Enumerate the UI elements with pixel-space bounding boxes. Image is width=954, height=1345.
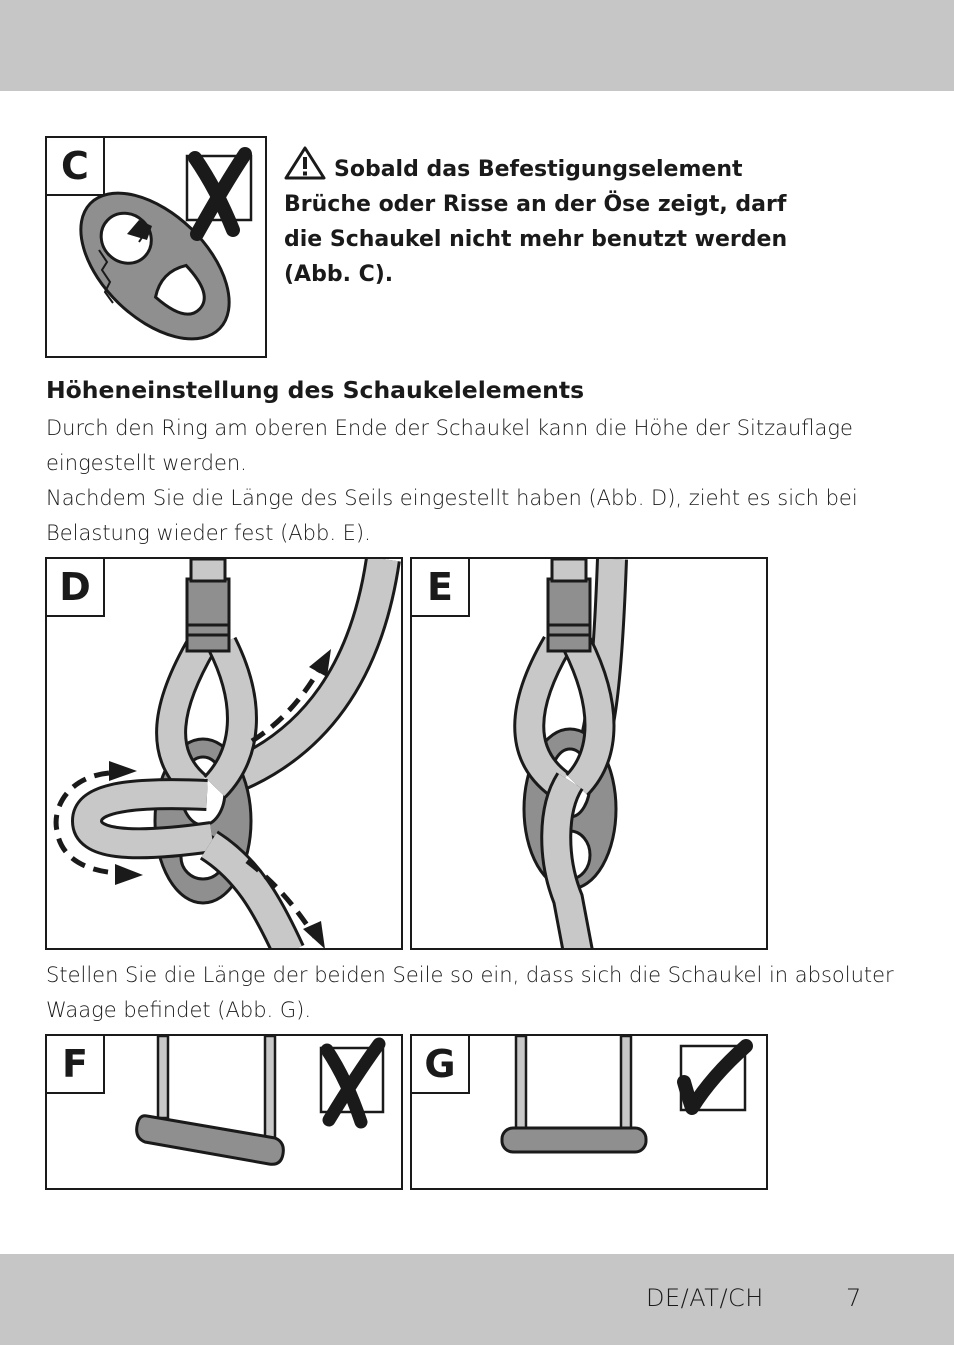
footer-page-number: 7 — [846, 1284, 862, 1312]
figure-f — [45, 1034, 403, 1190]
figure-e-label: E — [412, 559, 470, 617]
checkmark-icon — [681, 1046, 746, 1110]
rope-adjustment-loose-illustration — [47, 559, 403, 950]
warning-text — [284, 146, 804, 292]
warning-triangle-icon — [284, 146, 326, 180]
x-mark-icon — [187, 154, 251, 234]
footer-region-code: DE/AT/CH — [646, 1284, 764, 1312]
header-band — [0, 0, 954, 91]
figure-d-label: D — [47, 559, 105, 617]
paragraph-level-seat: Stellen Sie die Länge der beiden Seile so ein, dass sich die Schaukel in absoluter Waage befindet (Abb. G). — [46, 963, 894, 1022]
footer-band — [0, 1254, 954, 1345]
rope-adjustment-tight-illustration — [412, 559, 768, 950]
figure-c-label: C — [47, 138, 105, 196]
warning-message: Sobald das Befestigungselement Brüche oder Risse an der Öse zeigt, darf die Schaukel nicht mehr benutzt werden (Abb. C). — [284, 157, 788, 287]
section-heading: Höheneinstellung des Schaukelelements — [46, 376, 585, 404]
figure-g — [410, 1034, 768, 1190]
figure-d — [45, 557, 403, 950]
figure-f-label: F — [47, 1036, 105, 1094]
figure-e — [410, 557, 768, 950]
figure-c — [45, 136, 267, 358]
x-mark-icon — [321, 1044, 383, 1122]
paragraph-rope-tighten: Nachdem Sie die Länge des Seils eingestellt haben (Abb. D), zieht es sich bei Belastung wieder fest (Abb. E). — [46, 486, 858, 545]
figure-g-label: G — [412, 1036, 470, 1094]
paragraph-ring-adjust: Durch den Ring am oberen Ende der Schaukel kann die Höhe der Sitzauflage eingestellt werden. — [46, 416, 853, 475]
